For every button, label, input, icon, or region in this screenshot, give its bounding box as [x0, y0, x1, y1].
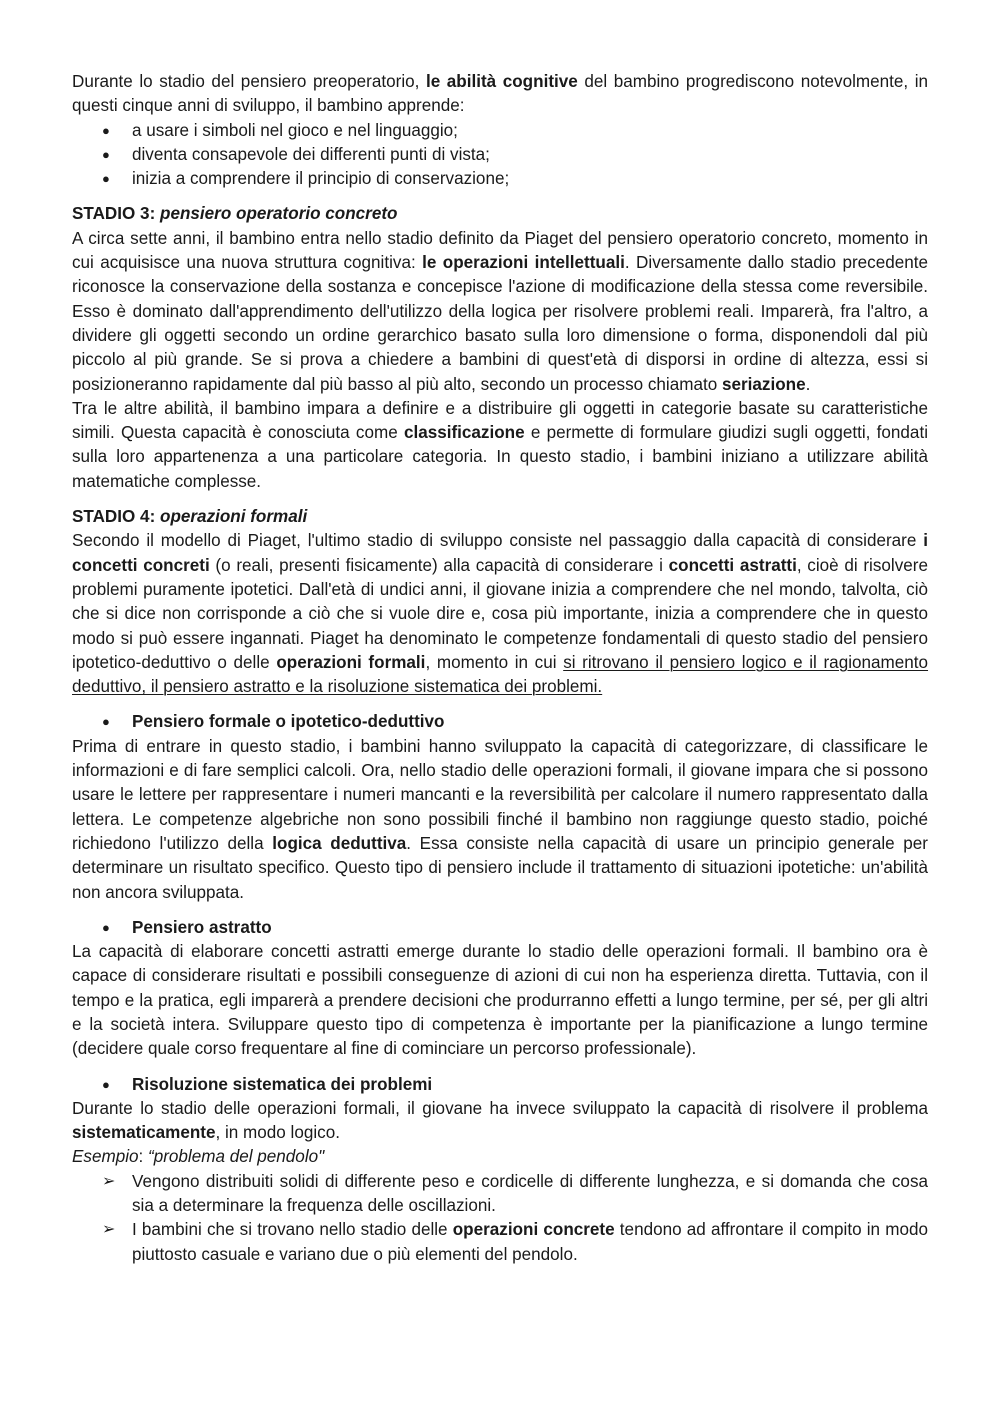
text-run: . — [805, 374, 811, 394]
list-item: ➢ Vengono distribuiti solidi di differente peso e cordicelle di differente lunghezza, e si domanda che cosa sia a determinare la frequenza delle oscillazioni. — [72, 1170, 928, 1219]
bold-term: operazioni concrete — [452, 1220, 615, 1240]
intro-paragraph — [72, 70, 928, 119]
heading-label: STADIO 3: — [72, 204, 161, 224]
pensiero-astratto-heading-list — [72, 916, 928, 940]
text-run: del bambino progrediscono notevolmente, in questi cinque anni di sviluppo, il bambino apprende: — [72, 72, 929, 116]
list-item: ● a usare i simboli nel gioco e nel linguaggio; — [72, 119, 928, 143]
bold-term: le abilità cognitive — [425, 72, 578, 91]
bold-term: le operazioni intellettuali — [422, 253, 625, 273]
stadio4-heading — [72, 505, 928, 529]
risoluzione-heading: ● Risoluzione sistematica dei problemi — [72, 1073, 928, 1097]
risoluzione-paragraph — [72, 1097, 928, 1146]
heading-title: operazioni formali — [160, 507, 308, 527]
esempio-text: “problema del pendolo" — [148, 1147, 325, 1167]
text-run: : — [138, 1147, 149, 1167]
pensiero-formale-paragraph — [72, 735, 928, 905]
esempio-arrow-list — [72, 1170, 928, 1267]
pensiero-astratto-paragraph: La capacità di elaborare concetti astratti emerge durante lo stadio delle operazioni formali. Il bambino ora è capace di considerare risultati e possibili conseguenze di azioni di cui non ha esperienza diretta. Tuttavia, con il tempo e la pratica, egli imparerà a prendere decisioni che produrranno effetti a lungo termine, per sé, per gli altri e la società intera. Sviluppare questo tipo di competenza è importante per la pianificazione a lungo termine (decidere quale corso frequentare al fine di cominciare un percorso professionale). — [72, 942, 928, 1059]
bold-term: classificazione — [403, 423, 525, 443]
risoluzione-heading-list — [72, 1073, 928, 1097]
text-run: Tra le altre abilità, il bambino impara a definire e a distribuire gli oggetti in categorie basate su caratteristiche simili. Questa capacità è conosciuta come — [72, 398, 928, 443]
intro-bullet-list — [72, 119, 928, 192]
list-item: ● diventa consapevole dei differenti punti di vista; — [72, 143, 928, 167]
bold-term: sistematicamente — [72, 1123, 216, 1143]
heading-title: pensiero operatorio concreto — [160, 204, 398, 224]
text-run: . Diversamente dallo stadio precedente riconosce la conservazione della sostanza e concepisce l'azione di modificazione della stessa come reversibile. Esso è dominato dall'apprendimento dell'utilizzo della logica per risolvere problemi reali. Imparerà, fra l'altro, a dividere gli oggetti secondo un ordine gerarchico basato sulla loro dimensione o forma, disponendoli dal più piccolo al più grande. Se si prova a chiedere a bambini di quest'età di disporsi in ordine di altezza, essi si posizioneranno rapidamente dal più basso al più alto, secondo un processo chiamato — [72, 253, 928, 394]
esempio-label: Esempio — [72, 1147, 139, 1167]
bold-term: logica deduttiva — [272, 833, 407, 853]
pensiero-formale-heading-list — [72, 710, 928, 734]
stadio3-paragraph-2 — [72, 397, 928, 494]
bold-term: i concetti concreti — [72, 531, 928, 575]
text-run: (o reali, presenti fisicamente) alla capacità di considerare i — [209, 555, 669, 575]
text-run: Secondo il modello di Piaget, l'ultimo stadio di sviluppo consiste nel passaggio dalla capacità di considerare — [72, 531, 924, 551]
text-run: tendono ad affrontare il compito in modo piuttosto casuale e variano due o più elementi del pendolo. — [132, 1220, 928, 1264]
bold-term: concetti astratti — [668, 555, 797, 575]
text-run: Durante lo stadio delle operazioni formali, il giovane ha invece sviluppato la capacità di risolvere il problema — [72, 1098, 928, 1118]
text-run: , in modo logico. — [215, 1123, 340, 1143]
esempio-line — [72, 1145, 928, 1169]
text-run: . Essa consiste nella capacità di usare un principio generale per determinare un risultato specifico. Questo tipo di pensiero include il trattamento di situazioni ipotetiche: un'abilità non ancora sviluppata. — [72, 833, 928, 902]
text-run: , momento in cui — [425, 652, 564, 672]
pensiero-formale-heading: ● Pensiero formale o ipotetico-deduttivo — [72, 710, 928, 734]
stadio3-paragraph-1 — [72, 227, 928, 397]
text-run: I bambini che si trovano nello stadio delle — [132, 1220, 453, 1240]
text-run: , cioè di risolvere problemi puramente ipotetici. Dall'età di undici anni, il giovane inizia a comprendere che nel mondo, talvolta, ciò che si dice non corrisponde a ciò che si vuole dire e, cosa più importante, inizia a comprendere che in questo modo si può essere ingannati. Piaget ha denominato le competenze fondamentali di questo stadio del pensiero ipotetico-deduttivo o delle — [72, 555, 928, 672]
bold-term: seriazione — [721, 374, 806, 394]
text-run: A circa sette anni, il bambino entra nello stadio definito da Piaget del pensiero operatorio concreto, momento in cui acquisisce una nuova struttura cognitiva: — [72, 228, 928, 273]
stadio3-heading — [72, 202, 928, 226]
text-run: Prima di entrare in questo stadio, i bambini hanno sviluppato la capacità di categorizzare, di classificare le informazioni e di fare semplici calcoli. Ora, nello stadio delle operazioni formali, il giovane impara che si possono usare le lettere per rappresentare i numeri mancanti e la reversibilità per calcolare il numero rappresentato dalla lettera. Le competenze algebriche non sono possibili finché il bambino non raggiunge questo stadio, poiché richiedono l'utilizzo della — [72, 736, 928, 853]
underlined-text: si ritrovano il pensiero logico e il ragionamento deduttivo, il pensiero astratto e la risoluzione sistematica dei problemi. — [72, 652, 929, 697]
list-item: ● inizia a comprendere il principio di conservazione; — [72, 167, 928, 191]
bold-term: operazioni formali — [276, 652, 426, 672]
pensiero-astratto-heading: ● Pensiero astratto — [72, 916, 928, 940]
text-run: Durante lo stadio del pensiero preoperatorio, — [72, 72, 426, 91]
stadio4-paragraph — [72, 529, 928, 699]
heading-label: STADIO 4: — [72, 507, 161, 527]
text-run: e permette di formulare giudizi sugli oggetti, fondati sulla loro appartenenza a una particolare categoria. In questo stadio, i bambini iniziano a utilizzare abilità matematiche complesse. — [72, 423, 928, 491]
list-item — [72, 1218, 928, 1267]
